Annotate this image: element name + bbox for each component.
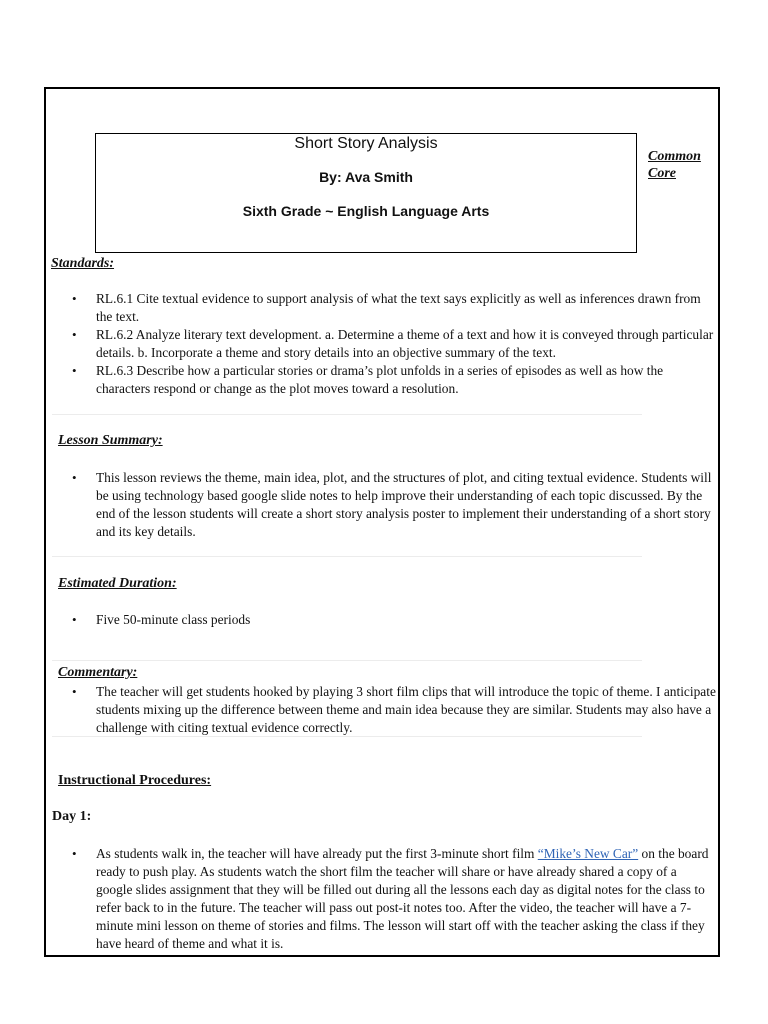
standards-list xyxy=(52,290,720,398)
grade-subject-line: Sixth Grade ~ English Language Arts xyxy=(242,203,490,219)
section-divider xyxy=(52,736,642,737)
title-box xyxy=(95,133,637,253)
standards-item-3: • RL.6.3 Describe how a particular stories or drama’s plot unfolds in a series of episodes as well as how the characters respond or change as the plot moves toward a resolution. xyxy=(52,362,720,398)
commentary-item: • The teacher will get students hooked by playing 3 short film clips that will introduce the topic of theme. I anticipate students mixing up the difference between theme and main idea because they are similar. Students may also have a challenge with citing textual evidence correctly. xyxy=(52,683,716,737)
day1-label: Day 1: xyxy=(52,809,92,824)
common-core-line1: Common xyxy=(648,149,701,164)
mikes-new-car-link[interactable]: “Mike’s New Car” xyxy=(537,846,639,861)
duration-heading: Estimated Duration: xyxy=(58,576,177,591)
duration-list xyxy=(52,611,716,629)
lesson-summary-list xyxy=(52,469,716,541)
lesson-summary-item: • This lesson reviews the theme, main idea, plot, and the structures of plot, and citing textual evidence. Students will be using technology based google slide notes to help improve their understanding of each topic discussed. By the end of the lesson students will create a short story analysis poster to implement their understanding of a short story and its key details. xyxy=(52,469,716,541)
procedures-heading: Instructional Procedures: xyxy=(58,773,212,788)
section-divider xyxy=(52,414,642,415)
standards-item-1: • RL.6.1 Cite textual evidence to support analysis of what the text says explicitly as well as inferences drawn from the text. xyxy=(52,290,720,326)
document-title: Short Story Analysis xyxy=(294,135,438,152)
lesson-summary-heading: Lesson Summary: xyxy=(58,433,163,448)
standards-heading: Standards: xyxy=(51,256,115,271)
section-divider xyxy=(52,556,642,557)
commentary-list xyxy=(52,683,716,737)
author-line: By: Ava Smith xyxy=(319,169,413,185)
standards-item-2: • RL.6.2 Analyze literary text development. a. Determine a theme of a text and how it is conveyed through particular details. b. Incorporate a theme and story details into an objective summary of the text. xyxy=(52,326,720,362)
day1-list xyxy=(52,845,716,953)
commentary-heading: Commentary: xyxy=(58,665,138,680)
common-core-link[interactable] xyxy=(648,148,701,182)
day1-item xyxy=(52,845,716,953)
section-divider xyxy=(52,660,642,661)
duration-item: • Five 50-minute class periods xyxy=(52,611,716,629)
common-core-line2: Core xyxy=(648,166,676,181)
day1-text-after: on the board ready to push play. As students watch the short film the teacher will share or have already shared a copy of a google slides assignment that they will be filled out during all the lessons each day as digital notes for the class to refer back to in the future. The teacher will pass out post-it notes too. After the video, the teacher will have a 7-minute mini lesson on theme of stories and films. The lesson will start off with the teacher asking the class if they have heard of theme and what it is. xyxy=(96,846,709,951)
day1-text-before: As students walk in, the teacher will have already put the first 3-minute short film xyxy=(96,846,538,861)
